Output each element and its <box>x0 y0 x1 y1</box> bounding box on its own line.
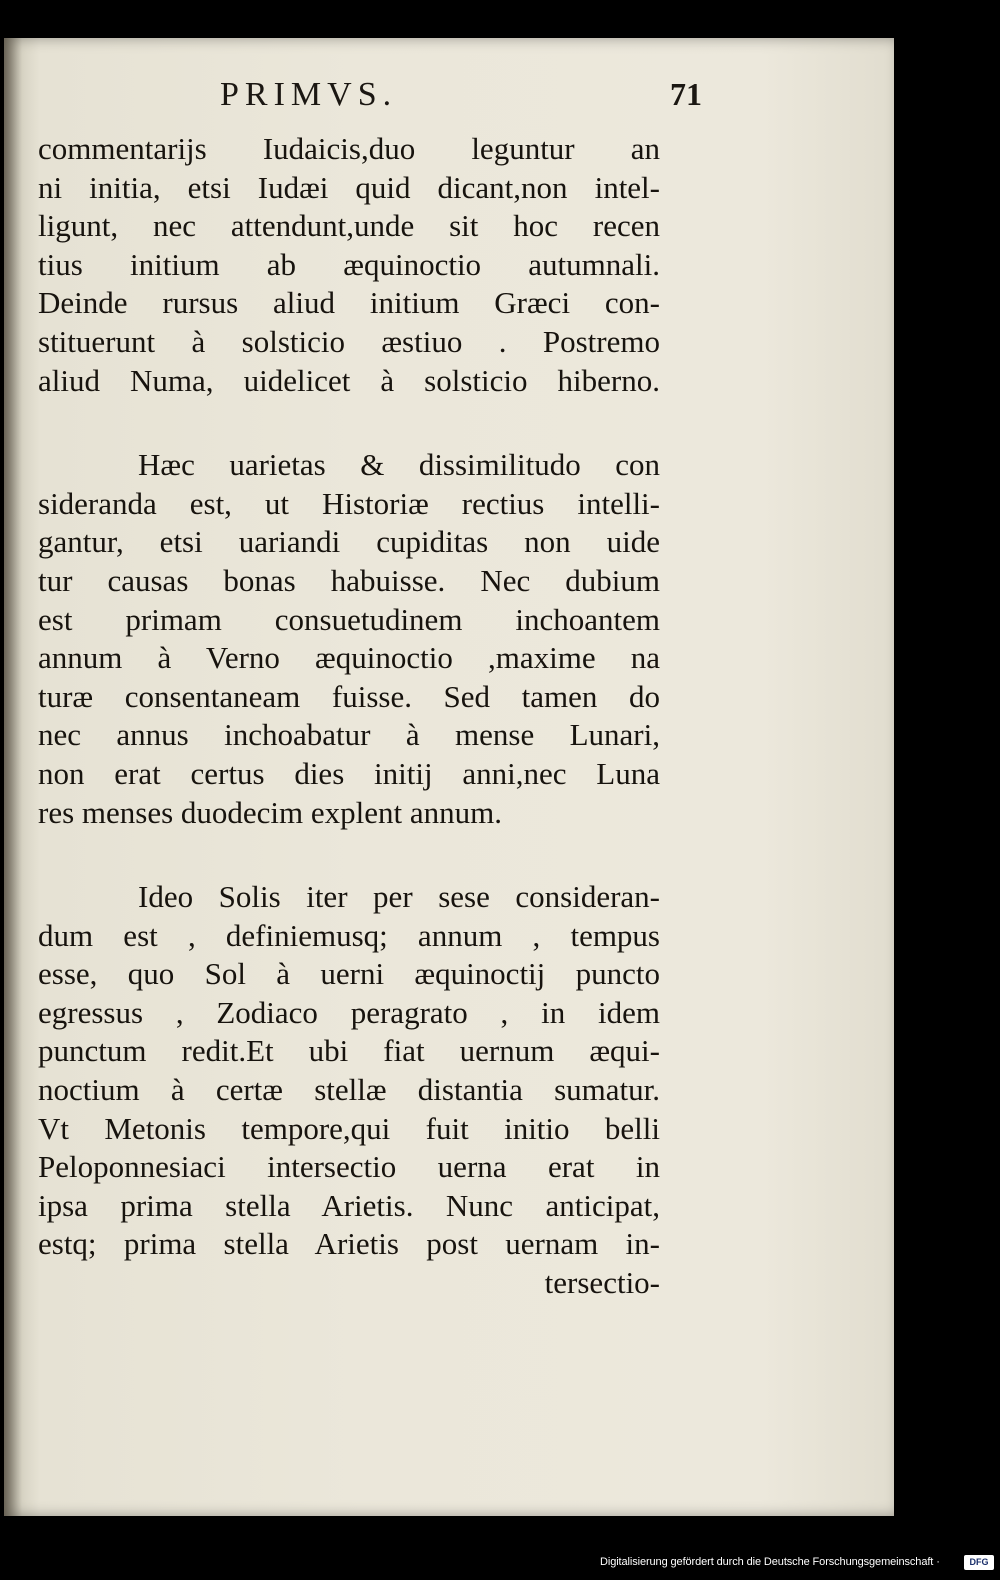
text-line: noctium à certæ stellæ distantia sumatur. <box>38 1072 660 1108</box>
text-line: tur causas bonas habuisse. Nec dubium <box>38 562 660 598</box>
page-header <box>40 76 700 126</box>
paragraph-2 <box>38 446 660 832</box>
page-number: 71 <box>670 76 702 112</box>
text-line: annum à Verno æquinoctio ,maxime na <box>38 640 660 676</box>
dfg-logo-icon: DFG <box>964 1555 994 1570</box>
text-line: aliud Numa, uidelicet à solsticio hiberno. <box>38 362 660 398</box>
text-line: estq; prima stella Arietis post uernam in- <box>38 1226 660 1262</box>
text-line: ni initia, etsi Iudæi quid dicant,non intel- <box>38 169 660 205</box>
text-line: dum est , definiemusq; annum , tempus <box>38 917 660 953</box>
body-text <box>38 130 660 1303</box>
paragraph-1 <box>38 130 660 400</box>
text-line: tius initium ab æquinoctio autumnali. <box>38 246 660 282</box>
text-line: est primam consuetudinem inchoantem <box>38 601 660 637</box>
text-line: Deinde rursus aliud initium Græci con- <box>38 285 660 321</box>
paragraph-3 <box>38 878 660 1303</box>
text-line: punctum redit.Et ubi fiat uernum æqui- <box>38 1033 660 1069</box>
text-line: stituerunt à solsticio æstiuo . Postremo <box>38 323 660 359</box>
text-line: Ideo Solis iter per sese consideran- <box>138 879 660 915</box>
text-line: gantur, etsi uariandi cupiditas non uide <box>38 524 660 560</box>
text-line: Peloponnesiaci intersectio uerna erat in <box>38 1149 660 1185</box>
funding-credit: Digitalisierung gefördert durch die Deutsche Forschungsgemeinschaft · <box>600 1556 940 1568</box>
catchword: tersectio- <box>544 1265 660 1301</box>
text-line: non erat certus dies initij anni,nec Luna <box>38 755 660 791</box>
text-line: ipsa prima stella Arietis. Nunc anticipat, <box>38 1187 660 1223</box>
page-gutter-shadow <box>4 38 22 1516</box>
text-line: res menses duodecim explent annum. <box>38 794 503 830</box>
digitization-footer <box>600 1552 996 1574</box>
text-line: turæ consentaneam fuisse. Sed tamen do <box>38 678 660 714</box>
text-line: esse, quo Sol à uerni æquinoctij puncto <box>38 956 660 992</box>
text-line: nec annus inchoabatur à mense Lunari, <box>38 717 660 753</box>
text-line: ligunt, nec attendunt,unde sit hoc recen <box>38 208 660 244</box>
running-head: PRIMVS. <box>220 76 398 113</box>
text-line: commentarijs Iudaicis,duo leguntur an <box>38 131 660 166</box>
text-line: egressus , Zodiaco peragrato , in idem <box>38 994 660 1030</box>
text-line: Hæc uarietas & dissimilitudo con <box>138 447 660 483</box>
text-line: sideranda est, ut Historiæ rectius intelli- <box>38 485 660 521</box>
text-line: Vt Metonis tempore,qui fuit initio belli <box>38 1110 660 1146</box>
